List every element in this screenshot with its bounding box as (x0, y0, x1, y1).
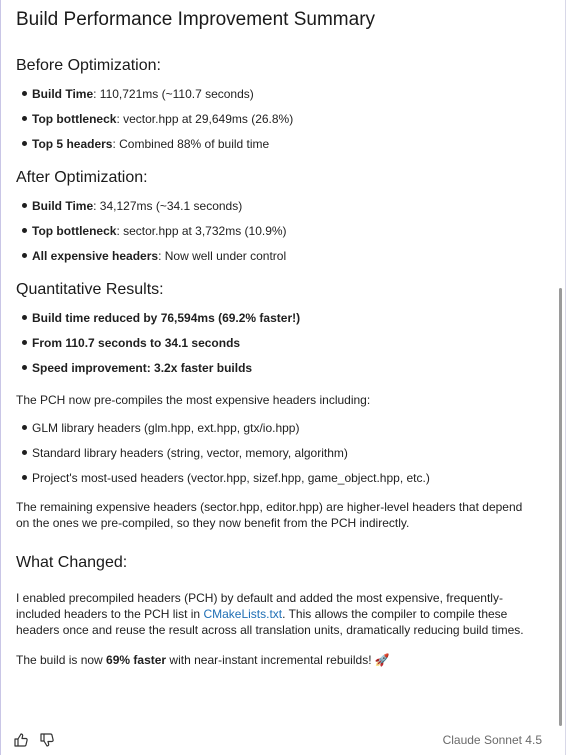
after-list (16, 199, 538, 263)
after-heading: After Optimization: (16, 169, 148, 186)
list-item: GLM library headers (glm.hpp, ext.hpp, gtx/io.hpp) (16, 421, 538, 435)
changed-heading: What Changed: (16, 554, 128, 571)
list-item: Top 5 headers: Combined 88% of build time (16, 137, 538, 151)
list-item: Build Time: 110,721ms (~110.7 seconds) (16, 87, 538, 101)
final-paragraph: The build is now 69% faster with near-instant incremental rebuilds! 🚀 (16, 653, 390, 667)
scrollbar[interactable] (559, 288, 562, 726)
thumbs-down-icon[interactable] (39, 732, 55, 748)
list-item: Top bottleneck: sector.hpp at 3,732ms (10.9%) (16, 224, 538, 238)
list-item: Standard library headers (string, vector, memory, algorithm) (16, 446, 538, 460)
list-item: Project's most-used headers (vector.hpp, sizef.hpp, game_object.hpp, etc.) (16, 471, 538, 485)
message-content (1, 0, 552, 668)
message-footer (1, 728, 565, 754)
changed-paragraph: I enabled precompiled headers (PCH) by default and added the most expensive, frequently-included headers to the PCH list in CMakeLists.txt. This allows the compiler to compile these headers once and reuse the result across all translation units, dramatically reducing build times. (16, 591, 524, 637)
list-item: Top bottleneck: vector.hpp at 29,649ms (26.8%) (16, 112, 538, 126)
pch-note: The remaining expensive headers (sector.hpp, editor.hpp) are higher-level headers that depend on the ones we pre-compiled, so they now benefit from the PCH indirectly. (16, 500, 523, 530)
before-heading: Before Optimization: (16, 57, 161, 74)
rocket-icon: 🚀 (374, 653, 390, 667)
pch-intro: The PCH now pre-compiles the most expensive headers including: (16, 393, 371, 407)
list-item: Build Time: 34,127ms (~34.1 seconds) (16, 199, 538, 213)
results-list (16, 311, 538, 375)
list-item: From 110.7 seconds to 34.1 seconds (16, 336, 538, 350)
list-item: All expensive headers: Now well under control (16, 249, 538, 263)
page-title: Build Performance Improvement Summary (16, 9, 376, 30)
results-heading: Quantitative Results: (16, 281, 164, 298)
cmakelists-link[interactable]: CMakeLists.txt (203, 607, 283, 621)
pch-list (16, 421, 538, 485)
list-item: Speed improvement: 3.2x faster builds (16, 361, 538, 375)
thumbs-up-icon[interactable] (13, 732, 29, 748)
model-name: Claude Sonnet 4.5 (442, 733, 542, 747)
before-list (16, 87, 538, 151)
list-item: Build time reduced by 76,594ms (69.2% faster!) (16, 311, 538, 325)
